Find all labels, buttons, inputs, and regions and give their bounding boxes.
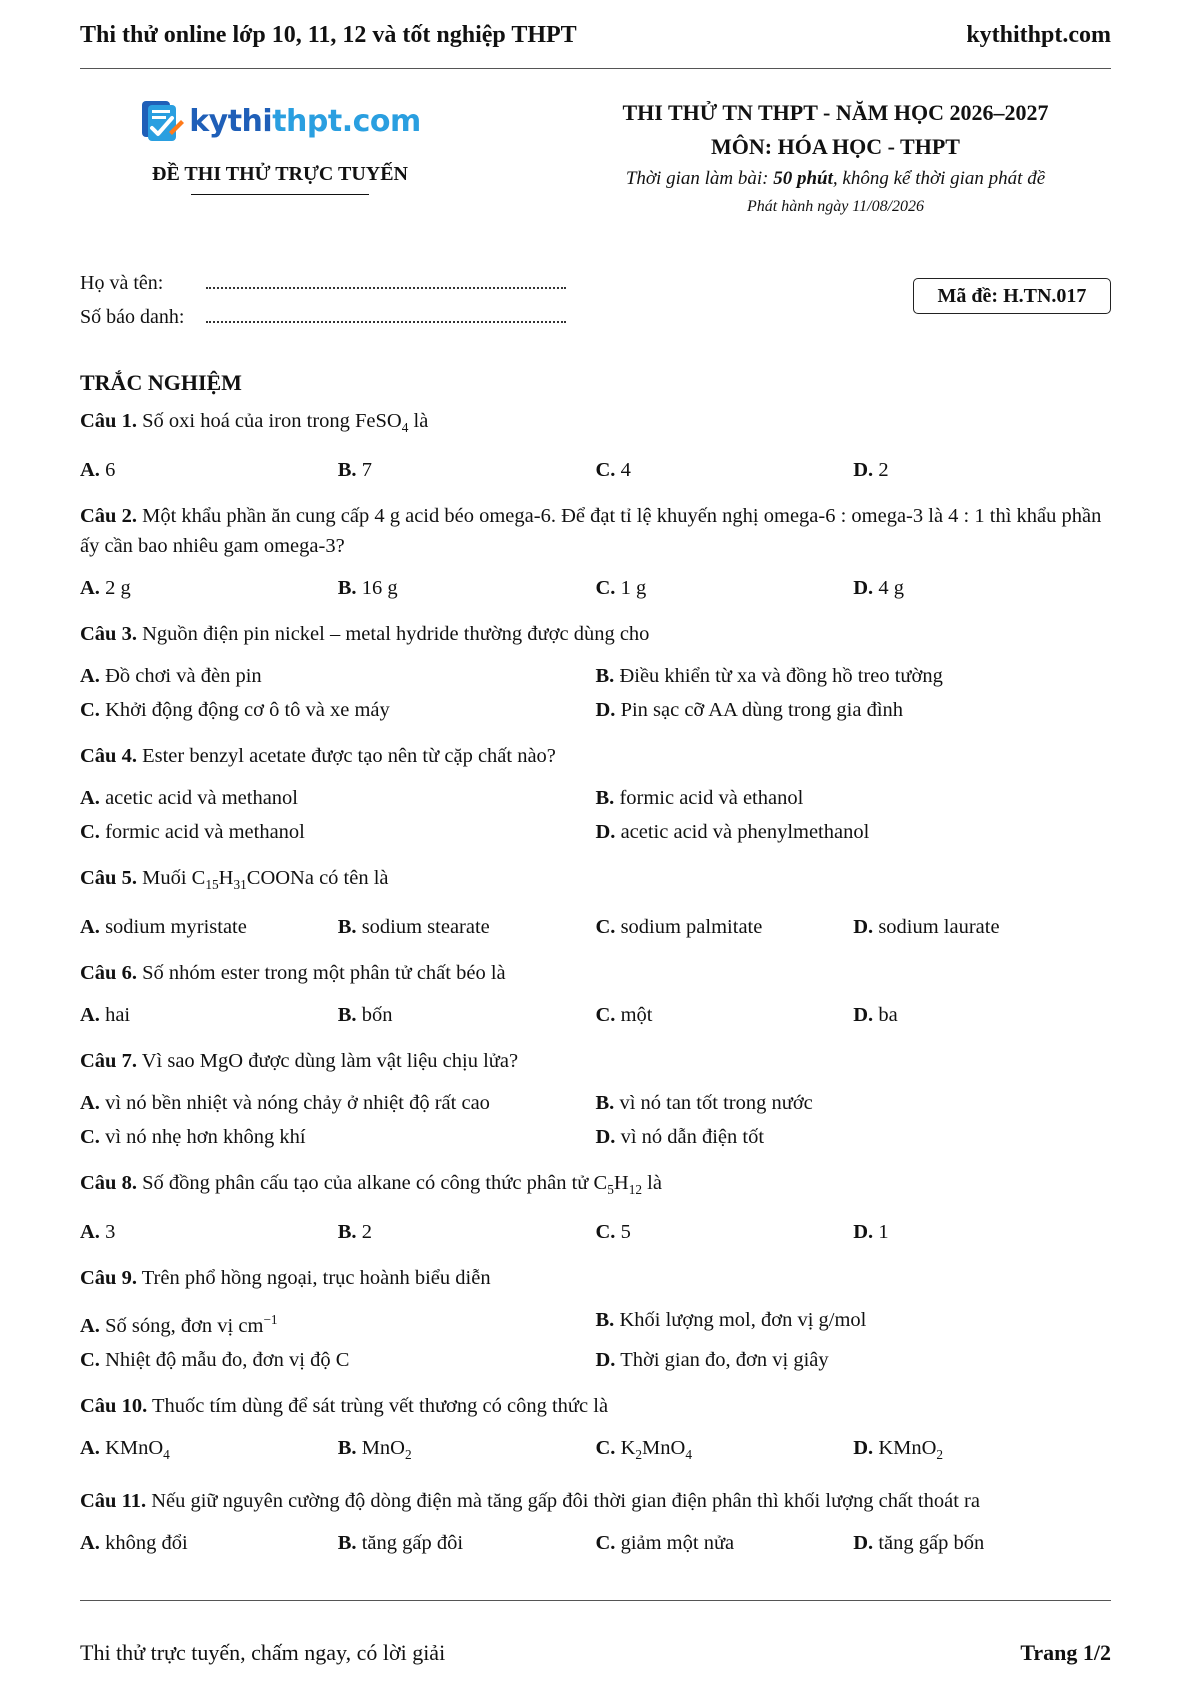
option-4b[interactable]: B. formic acid và ethanol [595, 787, 804, 810]
option-11b[interactable]: B. tăng gấp đôi [337, 1532, 464, 1555]
option-11a[interactable]: A. không đổi [80, 1532, 188, 1555]
header-title: Thi thử online lớp 10, 11, 12 và tốt nghiệp THPT [80, 22, 577, 48]
question-6: Câu 6. Số nhóm ester trong một phân tử chất béo là [80, 962, 506, 985]
option-9d[interactable]: D. Thời gian đo, đơn vị giây [595, 1349, 829, 1372]
option-2b[interactable]: B. 16 g [337, 577, 398, 600]
option-5d[interactable]: D. sodium laurate [853, 916, 1000, 939]
option-1c[interactable]: C. 4 [595, 459, 631, 482]
name-field[interactable] [206, 271, 566, 289]
option-10d[interactable]: D. KMnO$_2$ [853, 1437, 944, 1463]
option-8a[interactable]: A. 3 [80, 1221, 116, 1244]
logo-icon [139, 98, 185, 144]
option-1b[interactable]: B. 7 [337, 459, 372, 482]
logo-text: kythithpt.com [189, 103, 421, 139]
option-8c[interactable]: C. 5 [595, 1221, 631, 1244]
exam-info [560, 96, 1111, 216]
option-7b[interactable]: B. vì nó tan tốt trong nước [595, 1092, 813, 1115]
option-4d[interactable]: D. acetic acid và phenylmethanol [595, 821, 870, 844]
option-6c[interactable]: C. một [595, 1004, 653, 1027]
option-4c[interactable]: C. formic acid và methanol [80, 821, 305, 844]
option-10c[interactable]: C. $K_2MnO_4$ [595, 1437, 692, 1463]
section-title: TRẮC NGHIỆM [80, 370, 242, 395]
option-9c[interactable]: C. Nhiệt độ mẫu đo, đơn vị độ C [80, 1349, 350, 1372]
option-9a[interactable]: A. Số sóng, đơn vị $cm^{-1}$ [80, 1312, 278, 1338]
footer-divider [80, 1600, 1111, 1601]
page-footer [80, 1640, 1111, 1666]
id-field[interactable] [206, 305, 566, 323]
exam-code-box: Mã đề: H.TN.017 [913, 278, 1111, 314]
option-8d[interactable]: D. 1 [853, 1221, 889, 1244]
option-6a[interactable]: A. hai [80, 1004, 131, 1027]
option-5c[interactable]: C. sodium palmitate [595, 916, 763, 939]
candidate-fields [80, 266, 566, 334]
question-2: Câu 2. Một khẩu phần ăn cung cấp 4 g acid béo omega-6. Để đạt tỉ lệ khuyến nghị omega-6 : omega-3 là 4 : 1 thì khẩu phần ấy cần bao nhiêu gam omega-3? [80, 505, 1102, 558]
option-6b[interactable]: B. bốn [337, 1004, 393, 1027]
header-site[interactable]: kythithpt.com [966, 22, 1111, 48]
options-5 [80, 910, 1111, 944]
option-2a[interactable]: A. 2 g [80, 577, 131, 600]
question-5: Câu 5. Muối $C_{15}H_{31}COONa$ có tên là [80, 867, 389, 893]
option-8b[interactable]: B. 2 [337, 1221, 372, 1244]
options-2 [80, 571, 1111, 605]
header-divider [80, 68, 1111, 69]
option-10a[interactable]: A. KMnO$_4$ [80, 1437, 170, 1463]
question-11: Câu 11. Nếu giữ nguyên cường độ dòng điện mà tăng gấp đôi thời gian điện phân thì khối lượng chất thoát ra [80, 1490, 980, 1513]
options-1 [80, 453, 1111, 487]
exam-duration: Thời gian làm bài: 50 phút, không kể thời gian phát đề [625, 168, 1046, 189]
option-5b[interactable]: B. sodium stearate [337, 916, 490, 939]
option-3d[interactable]: D. Pin sạc cỡ AA dùng trong gia đình [595, 699, 904, 722]
option-7c[interactable]: C. vì nó nhẹ hơn không khí [80, 1126, 306, 1149]
options-7 [80, 1086, 1111, 1154]
option-10b[interactable]: B. MnO$_2$ [337, 1437, 412, 1463]
option-7d[interactable]: D. vì nó dẫn điện tốt [595, 1126, 765, 1149]
exam-subject: MÔN: HÓA HỌC - THPT [711, 134, 960, 159]
options-9 [80, 1303, 1111, 1377]
option-2c[interactable]: C. 1 g [595, 577, 647, 600]
footer-tagline: Thi thử trực tuyến, chấm ngay, có lời giải [80, 1640, 446, 1665]
options-10 [80, 1431, 1111, 1472]
option-7a[interactable]: A. vì nó bền nhiệt và nóng chảy ở nhiệt độ rất cao [80, 1092, 490, 1115]
question-3: Câu 3. Nguồn điện pin nickel – metal hydride thường được dùng cho [80, 623, 650, 646]
exam-type-subtitle: ĐỀ THI THỬ TRỰC TUYẾN [152, 163, 408, 185]
options-8 [80, 1215, 1111, 1249]
option-3c[interactable]: C. Khởi động động cơ ô tô và xe máy [80, 699, 390, 722]
option-1a[interactable]: A. 6 [80, 459, 116, 482]
question-list [80, 370, 1111, 1574]
option-1d[interactable]: D. 2 [853, 459, 889, 482]
option-3a[interactable]: A. Đồ chơi và đèn pin [80, 665, 262, 688]
name-label: Họ và tên: [80, 272, 164, 294]
option-4a[interactable]: A. acetic acid và methanol [80, 787, 299, 810]
options-4 [80, 781, 1111, 849]
option-11d[interactable]: D. tăng gấp bốn [853, 1532, 985, 1555]
option-9b[interactable]: B. Khối lượng mol, đơn vị g/mol [595, 1309, 867, 1332]
option-6d[interactable]: D. ba [853, 1004, 898, 1027]
option-5a[interactable]: A. sodium myristate [80, 916, 247, 939]
site-logo[interactable] [139, 98, 421, 144]
options-6 [80, 998, 1111, 1032]
option-3b[interactable]: B. Điều khiển từ xa và đồng hồ treo tường [595, 665, 943, 688]
question-4: Câu 4. Ester benzyl acetate được tạo nên từ cặp chất nào? [80, 745, 556, 768]
question-7: Câu 7. Vì sao MgO được dùng làm vật liệu chịu lửa? [80, 1050, 519, 1073]
option-2d[interactable]: D. 4 g [853, 577, 904, 600]
options-3 [80, 659, 1111, 727]
top-header [80, 22, 1111, 52]
id-label: Số báo danh: [80, 306, 185, 328]
release-date: Phát hành ngày 11/08/2026 [746, 198, 925, 215]
subtitle-underline [191, 194, 369, 195]
brand-block [80, 98, 480, 195]
exam-title: THI THỬ TN THPT - NĂM HỌC 2026–2027 [622, 100, 1049, 125]
option-11c[interactable]: C. giảm một nửa [595, 1532, 735, 1555]
question-10: Câu 10. Thuốc tím dùng để sát trùng vết thương có công thức là [80, 1395, 609, 1418]
options-11 [80, 1526, 1111, 1560]
question-9: Câu 9. Trên phổ hồng ngoại, trục hoành biểu diễn [80, 1267, 491, 1290]
page-number: Trang 1/2 [1020, 1640, 1111, 1665]
question-8: Câu 8. Số đồng phân cấu tạo của alkane có công thức phân tử $C_5H_{12}$ là [80, 1172, 662, 1198]
question-1: Câu 1. Số oxi hoá của iron trong FeSO$_4$ là [80, 410, 429, 436]
